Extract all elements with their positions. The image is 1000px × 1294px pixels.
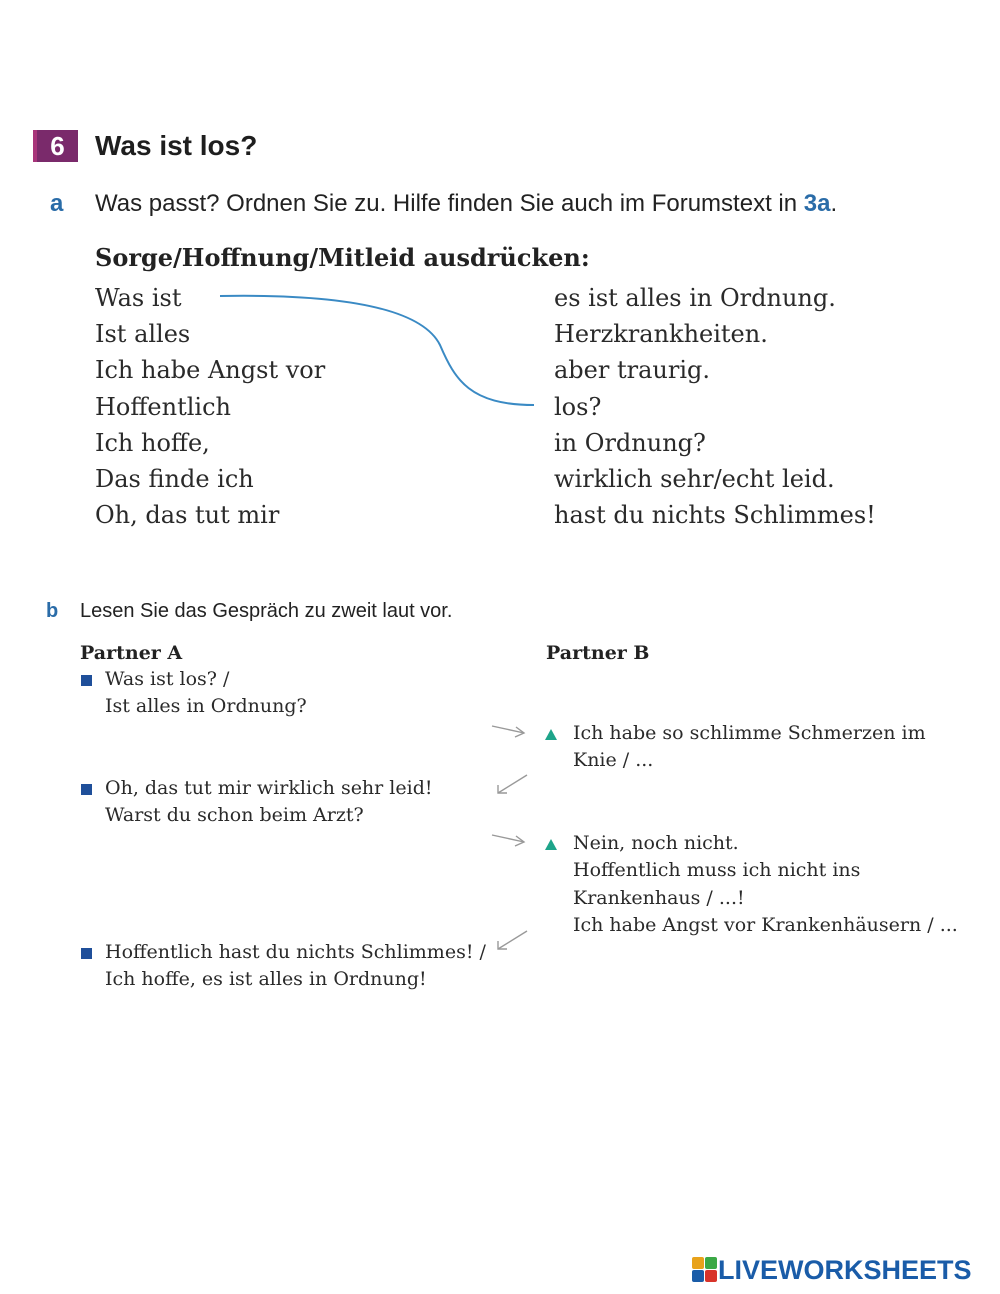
- left-item[interactable]: Ich habe Angst vor: [95, 356, 326, 385]
- dialogue-line: Oh, das tut mir wirklich sehr leid!: [105, 777, 433, 799]
- left-item[interactable]: Was ist: [95, 284, 182, 312]
- right-item[interactable]: aber traurig.: [554, 356, 710, 385]
- logo-text: LIVEWORKSHEETS: [718, 1255, 972, 1285]
- dialogue-line: Ich habe Angst vor Krankenhäusern / ...: [573, 913, 958, 936]
- dialogue-line: Ist alles in Ordnung?: [105, 695, 307, 718]
- dialogue-line: Was ist los? /: [105, 668, 230, 690]
- dialogue-line: Hoffentlich muss ich nicht ins: [573, 859, 861, 882]
- right-item[interactable]: wirklich sehr/echt leid.: [554, 464, 835, 493]
- exercise-title: Was ist los?: [95, 130, 258, 161]
- left-item[interactable]: Das finde ich: [95, 464, 254, 493]
- left-item[interactable]: Ist alles: [95, 320, 191, 349]
- dialogue-line: Hoffentlich hast du nichts Schlimmes! /: [105, 941, 486, 963]
- liveworksheets-logo: [692, 1255, 972, 1285]
- right-item[interactable]: Herzkrankheiten.: [554, 320, 768, 349]
- dialogue-line: Ich habe so schlimme Schmerzen im: [573, 722, 926, 744]
- arrow-right-icon: [492, 726, 524, 737]
- dialogue-line: Nein, noch nicht.: [573, 832, 739, 854]
- left-item[interactable]: Hoffentlich: [95, 392, 231, 421]
- part-a-instruction-end: .: [830, 190, 838, 217]
- left-item[interactable]: Ich hoffe,: [95, 428, 210, 457]
- arrow-right-icon: [492, 835, 524, 846]
- arrow-left-icon: [498, 775, 527, 793]
- left-item[interactable]: Oh, das tut mir: [95, 501, 280, 530]
- dialogue-line: Warst du schon beim Arzt?: [105, 804, 364, 827]
- part-a-heading: Sorge/Hoffnung/Mitleid ausdrücken:: [95, 243, 590, 272]
- right-item[interactable]: los?: [554, 392, 602, 421]
- exercise-number-badge: 6: [33, 130, 78, 162]
- part-a-instruction-ref: 3a: [803, 190, 831, 217]
- partner-b-heading: Partner B: [546, 642, 650, 664]
- right-item[interactable]: es ist alles in Ordnung.: [554, 284, 836, 312]
- logo-mark-icon: [692, 1257, 718, 1283]
- part-a-instruction-text: Was passt? Ordnen Sie zu. Hilfe finden Sie auch im Forumstext in: [95, 190, 798, 217]
- dialogue-line: Ich hoffe, es ist alles in Ordnung!: [105, 968, 427, 991]
- part-a-letter: a: [50, 190, 64, 217]
- part-b-instruction: Lesen Sie das Gespräch zu zweit laut vor.: [80, 600, 453, 622]
- part-b-letter: b: [46, 600, 59, 622]
- arrow-left-icon: [498, 931, 527, 949]
- partner-a-heading: Partner A: [80, 642, 183, 664]
- right-item[interactable]: hast du nichts Schlimmes!: [554, 501, 876, 530]
- dialogue-line: Krankenhaus / ...!: [573, 886, 745, 909]
- right-item[interactable]: in Ordnung?: [554, 428, 706, 457]
- dialogue-line: Knie / ...: [573, 749, 654, 772]
